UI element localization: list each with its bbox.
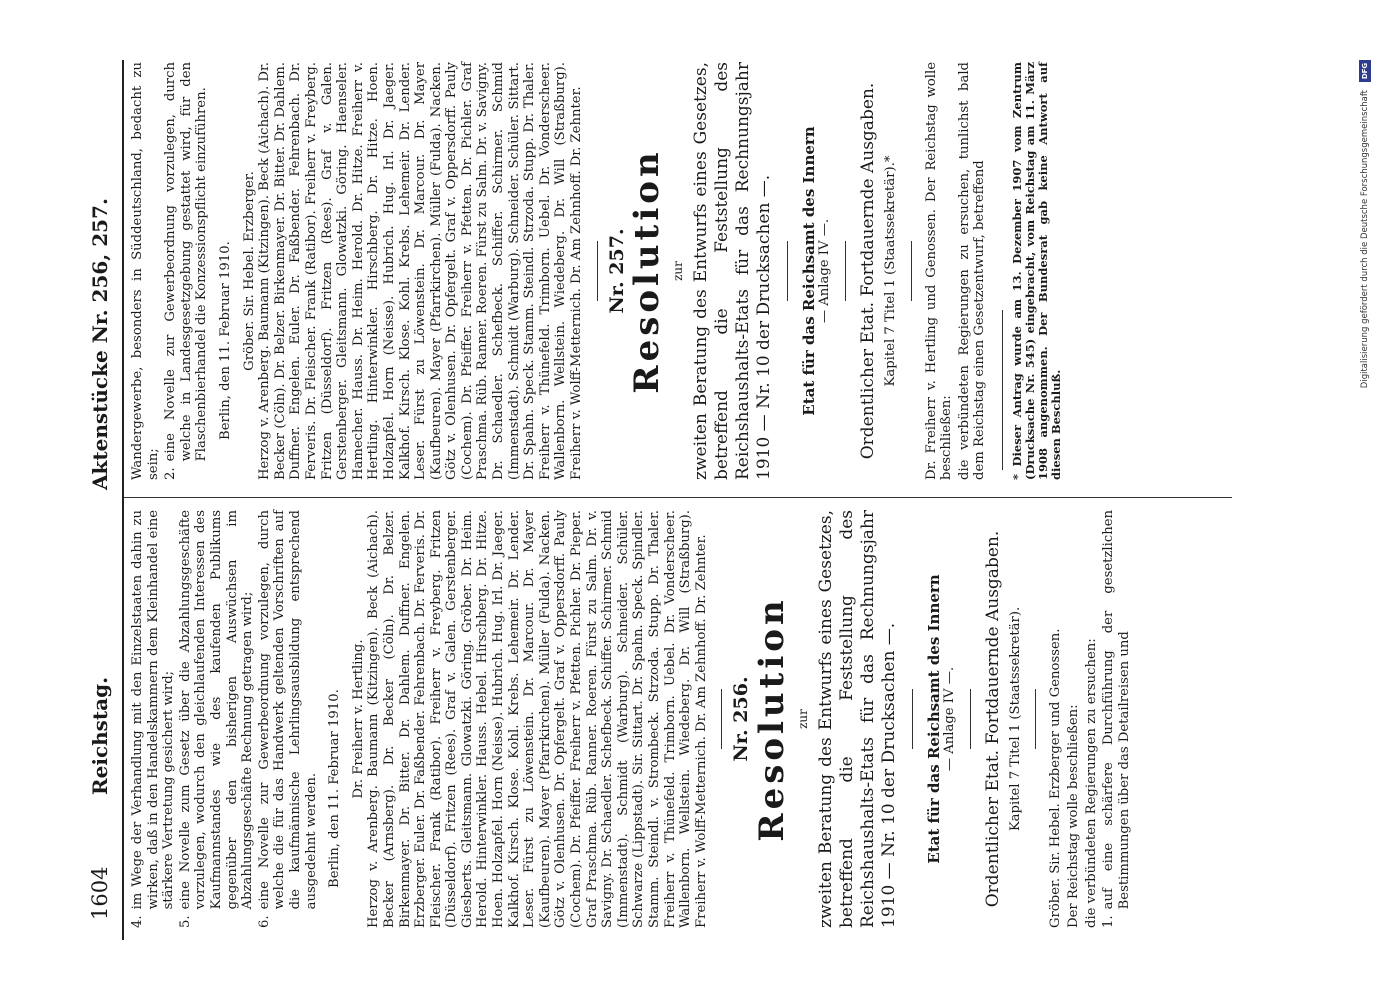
signer: Dr. Freiherr v. Hertling. [350,639,366,799]
right-column [130,62,1074,480]
item-number: 5. [177,915,193,928]
item-text: eine Novelle zur Gewerbeordnung vorzulegen, durch welche in Landesgesetzgebung gestattet wird, für den Flaschenbierhandel die Konzessionspflicht einzuführen. [163,62,210,462]
kapitel-line: Kapitel 7 Titel 1 (Staatssekretär).* [883,155,898,387]
footnote-rule [1002,310,1003,470]
resolution-subject: zweiten Beratung des Entwurfs eines Gesetzes, betreffend die Feststellung des Reichshaushalts-Etats für das Rechnungsjahr 1910 — Nr. 10 der Drucksachen —. [815,510,899,928]
date-line: Berlin, den 11. Februar 1910. [217,241,233,440]
running-title-left: Reichstag. [88,676,112,795]
list-item [163,62,210,480]
credit-text: Digitalisierung gefördert durch die Deutsche Forschungsgemeinschaft [1360,90,1370,389]
request-line: die verbündeten Regierungen zu ersuchen: [1083,638,1099,928]
resolution-subject: zweiten Beratung des Entwurfs eines Gesetzes, betreffend die Feststellung des Reichshaushalts-Etats für das Rechnungsjahr 1910 — Nr. 10 der Drucksachen —. [690,62,774,480]
cosigner-list: Herzog v. Arenberg. Baumann (Kitzingen). Beck (Aichach). Becker (Arnsberg). Dr. Becker (Cöln). Dr. Belzer. Birkenmayer. Dr. Bitter. Dr. Dahlem. Duffner. Engelen. Erzberger. Euler. Dr. Faßbender. Fehrenbach. Dr. Ferveris. Dr. Fleischer. Frank (Ratibor). Freiherr v. Freyberg. Fritzen (Düsseldorf). Fritzen (Rees). Graf v. Galen. Gerstenberger. Giesberts. Gleitsmann. Glowatzki. Göring. Gröber. Dr. Heim. Herold. Hinterwinkler. Hauss. Hebel. Hirschberg. Dr. Hitze. Hoen. Holzapfel. Horn (Neisse). Hubrich. Hug. Irl. Dr. Jaeger. Kalkhof. Kirsch. Klose. Kohl. Krebs. Lehemeir. Dr. Lender. Leser. Fürst zu Löwenstein. Dr. Marcour. Dr. Mayer (Kaufbeuren). Mayer (Pfarrkirchen). Müller (Fulda). Nacken. Götz v. Olenhusen. Dr. Opfergelt. Graf v. Oppersdorff. Pauly (Cochem). Dr. Pfeiffer. Freiherr v. Pfetten. Pichler. Dr. Pieper. Graf Praschma. Rüb. Ranner. Roeren. Fürst zu Salm. Dr. v. Savigny. Dr. Schaedler. Schefbeck. Schiffer. Schirmer. Schmid (Immenstadt). Schmidt (Warburg). Schneider. Schüler. Schwarze (Lippstadt). Sir. Sittart. Dr. Spahn. Speck. Spindler. Stamm. Steindl. v. Strombeck. Strzoda. Stupp. Dr. Thaler. Freiherr v. Thünefeld. Trimborn. Uebel. Dr. Vonderscheer. Wallenborn. Wellstein. Wiedeberg. Dr. Will (Straßburg). Freiherr v. Wolff-Metternich. Dr. Am Zehnhoff. Dr. Zehnter. [366,510,709,928]
page-number: 1604 [88,866,112,920]
separator [970,689,971,749]
continuation-text: Wandergewerbe, besonders in Süddeutschland, bedacht zu sein; [130,62,161,480]
separator [845,241,846,301]
resolution-zur: zur [671,261,686,281]
resolution-number: Nr. 257. [605,228,628,314]
etat-heading: Etat für das Reichsamt des Innern [924,574,943,864]
ordentlicher-etat: Ordentlicher Etat. Fortdauernde Ausgaben. [858,82,878,460]
separator [911,241,912,301]
resolution-title: Resolution [751,596,792,842]
item-text: eine Novelle zur Gewerbeordnung vorzulegen, durch welche die für das Handwerk geltenden Vorschriften auf die kaufmännische Lehrlingsausbildung entsprechend ausgedehnt werden. [256,510,319,910]
item-number: 2. [163,467,179,480]
column-divider [124,497,1232,498]
date-line: Berlin, den 11. Februar 1910. [327,689,343,888]
resolution-title: Resolution [627,148,668,394]
dfg-logo: DFG [1359,60,1371,82]
left-column [130,510,1133,928]
item-text: eine Novelle zum Gesetz über die Abzahlungsgeschäfte vorzulegen, wodurch den gleichlaufenden Interessen des Kaufmannstandes wie des kaufenden Publikums gegenüber den bisherigen Auswüchsen im Abzahlungsgeschäfte Rechnung getragen wird; [177,510,256,910]
movers: Dr. Freiherr v. Hertling und Genossen. Der Reichstag wolle beschließen: [923,62,955,480]
header-rule [122,60,124,940]
digitization-credit [1355,60,1375,960]
item-text: auf eine schärfere Durchführung der gesetzlichen Bestimmungen über das Detailreisen und [1101,510,1132,910]
etat-heading: Etat für das Reichsamt des Innern [799,126,818,416]
list-item [130,510,177,928]
kapitel-line: Kapitel 7 Titel 1 (Staatssekretär). [1007,606,1023,832]
separator [1035,689,1036,749]
item-text: im Wege der Verhandlung mit den Einzelstaaten dahin zu wirken, daß in den Handelskammern dem Kleinhandel eine stärkere Vertretung gesichert wird; [130,510,177,910]
separator [597,241,598,301]
signers: Gröber. Sir. Hebel. Erzberger. [241,171,257,371]
request-line: die verbündeten Regierungen zu ersuchen, tunlichst bald dem Reichstag einen Gesetzentwurf, betreffend [956,62,988,480]
item-number: 6. [256,915,272,928]
cosigner-list: Herzog v. Arenberg. Baumann (Kitzingen). Beck (Aichach). Dr. Becker (Cöln). Dr. Belzer. Birkenmayer. Dr. Bitter. Dr. Dahlem. Duffner. Engelen. Euler. Dr. Faßbender. Fehrenbach. Dr. Ferveris. Dr. Fleischer. Frank (Ratibor). Freiherr v. Freyberg. Fritzen (Düsseldorf). Fritzen (Rees). Graf v. Galen. Gerstenberger. Gleitsmann. Glowatzki. Göring. Haenseler. Hamecher. Hauss. Dr. Heim. Herold. Dr. Hitze. Freiherr v. Hertling. Hinterwinkler. Hirschberg. Dr. Hitze. Hoen. Holzapfel. Horn (Neisse). Hubrich. Hug. Irl. Dr. Jaeger. Kalkhof. Kirsch. Klose. Kohl. Krebs. Lehemeir. Dr. Lender. Leser. Fürst zu Löwenstein. Dr. Marcour. Dr. Mayer (Kaufbeuren). Mayer (Pfarrkirchen). Müller (Fulda). Nacken. Götz v. Olenhusen. Dr. Opfergelt. Graf v. Oppersdorff. Pauly (Cochem). Dr. Pfeiffer. Freiherr v. Pfetten. Dr. Pichler. Graf Praschma. Rüb. Ranner. Roeren. Fürst zu Salm. Dr. v. Savigny. Dr. Schaedler. Schefbeck. Schiffer. Schirmer. Schmid (Immenstadt). Schmidt (Warburg). Schneider. Schüler. Sittart. Dr. Spahn. Speck. Stamm. Steindl. Strzoda. Stupp. Dr. Thaler. Freiherr v. Thünefeld. Trimborn. Uebel. Dr. Vonderscheer. Wallenborn. Wellstein. Wiedeberg. Dr. Will (Straßburg). Freiherr v. Wolff-Metternich. Dr. Am Zehnhoff. Dr. Zehnter. [257,62,585,480]
resolution-number: Nr. 256. [730,676,753,762]
list-item [178,510,256,928]
ordentlicher-etat: Ordentlicher Etat. Fortdauernde Ausgaben. [982,530,1003,908]
list-item [1101,510,1132,928]
page-header [82,60,122,940]
movers: Gröber. Sir. Hebel. Erzberger und Genossen. [1048,628,1064,928]
resolution-zur: zur [795,709,810,729]
list-item [257,510,319,928]
anlage-line: — Anlage IV —. [817,218,833,324]
item-number: 4. [130,915,145,928]
item-number: 1. [1101,915,1117,928]
separator [787,241,788,301]
footnote: * Dieser Antrag wurde am 13. Dezember 1907 vom Zentrum (Drucksache Nr. 545) eingebracht, vom Reichstag am 11. März 1908 angenommen. Der Bundesrat gab keine Antwort auf diesen Beschluß. [1009,62,1063,480]
separator [912,689,913,749]
wolle-line: Der Reichstag wolle beschließen: [1065,704,1081,928]
separator [721,689,722,749]
running-title-right: Aktenstücke Nr. 256, 257. [88,198,112,490]
anlage-line: — Anlage IV —. [942,666,958,772]
